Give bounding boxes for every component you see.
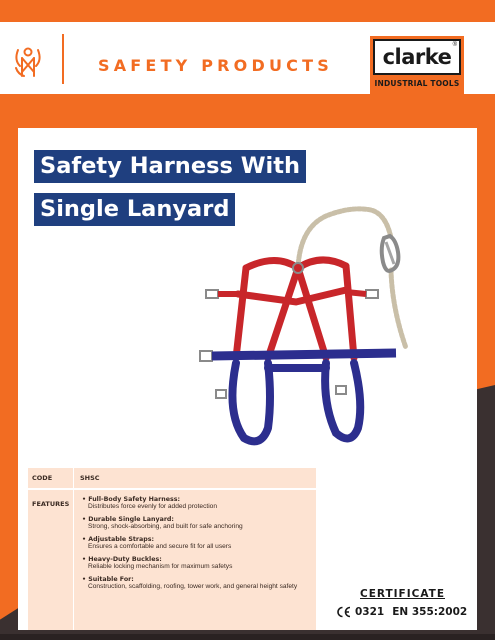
spec-table — [28, 468, 316, 630]
product-card — [18, 128, 477, 630]
registered-mark: ® — [452, 42, 457, 48]
certificate-code: 0321 — [355, 606, 385, 618]
certificate-line — [336, 606, 467, 618]
blue-leg-straps — [232, 363, 360, 441]
header-divider — [62, 34, 64, 84]
feature-item — [82, 516, 316, 531]
features-list — [74, 490, 316, 630]
feature-description: Construction, scaffolding, roofing, tower work, and general height safety — [88, 583, 298, 590]
right-chest-strap — [346, 292, 366, 294]
left-buckle — [206, 290, 218, 298]
section-title: SAFETY PRODUCTS — [98, 56, 333, 75]
feature-title: • Heavy-Duty Buckles: — [82, 556, 162, 563]
features-label: FEATURES — [28, 490, 74, 630]
feature-item — [82, 556, 316, 571]
product-title-line-2: Single Lanyard — [34, 193, 235, 226]
right-buckle — [366, 290, 378, 298]
feature-title: • Suitable For: — [82, 576, 134, 583]
feature-title: • Full-Body Safety Harness: — [82, 496, 181, 503]
feature-description: Ensures a comfortable and secure fit for all users — [88, 543, 232, 550]
blue-waist-belt — [200, 351, 396, 361]
page-header — [0, 22, 495, 94]
feature-item — [82, 496, 316, 511]
certificate-standard: EN 355:2002 — [392, 606, 468, 618]
feature-item — [82, 536, 316, 551]
code-row — [28, 468, 316, 488]
feature-title: • Durable Single Lanyard: — [82, 516, 174, 523]
feature-description: Strong, shock-absorbing, and built for safe anchoring — [88, 523, 243, 530]
red-harness-straps — [236, 260, 354, 358]
snap-hook — [382, 236, 399, 271]
code-label: CODE — [28, 468, 74, 488]
feature-description: Distributes force evenly for added protection — [88, 503, 218, 510]
code-value: SHSC — [80, 474, 100, 482]
brand-tagline: INDUSTRIAL TOOLS — [374, 79, 460, 88]
brand-logo — [370, 36, 464, 94]
left-leg-buckle — [216, 390, 226, 398]
brand-name-box — [373, 39, 461, 75]
safety-person-logo-icon — [8, 46, 48, 78]
certificate-title: CERTIFICATE — [360, 588, 445, 600]
safety-harness-image — [186, 198, 462, 460]
features-row — [28, 490, 316, 630]
right-leg-buckle — [336, 386, 346, 394]
feature-title: • Adjustable Straps: — [82, 536, 155, 543]
ce-mark-icon — [336, 606, 352, 618]
bottom-strip — [0, 634, 495, 640]
product-title-line-1: Safety Harness With — [34, 150, 306, 183]
feature-description: Reliable locking mechanism for maximum safetys — [88, 563, 233, 570]
brand-name: clarke — [382, 45, 452, 69]
feature-item — [82, 576, 316, 591]
